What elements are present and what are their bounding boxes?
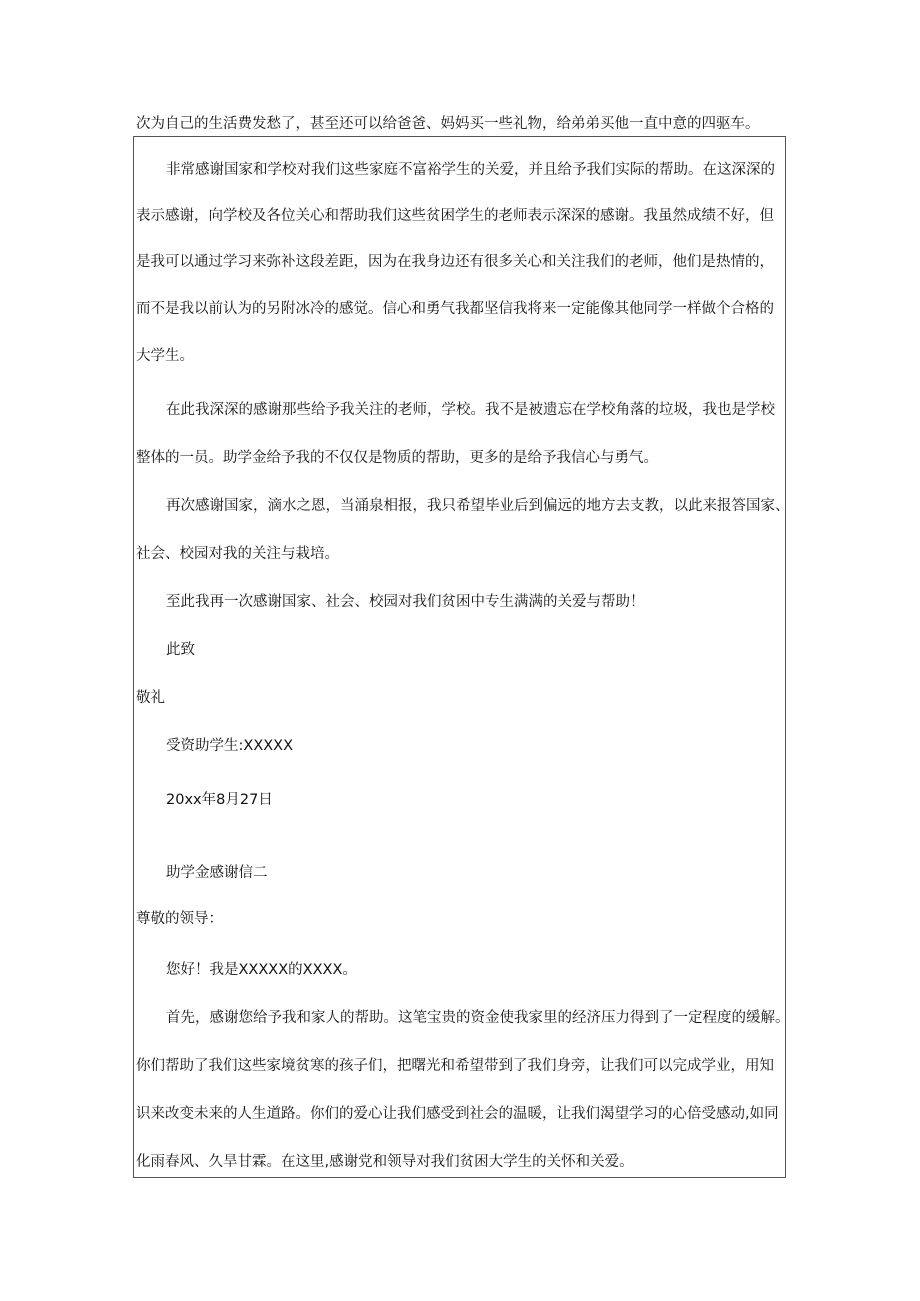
letter2-paragraph1-line: 识来改变未来的人生道路。你们的爱心让我们感受到社会的温暖，让我们渴望学习的心倍受感动,如同 [136, 1106, 779, 1122]
top-line-text: 次为自己的生活费发愁了，甚至还可以给爸爸、妈妈买一些礼物，给弟弟买他一直中意的四驱车。 [136, 116, 760, 132]
letter1-paragraph3-line: 再次感谢国家，滴水之恩，当涌泉相报，我只希望毕业后到偏远的地方去支教，以此来报答国家、 [166, 498, 790, 514]
letter2-title: 助学金感谢信二 [166, 865, 268, 881]
letter1-paragraph3-line: 社会、校园对我的关注与栽培。 [136, 546, 339, 562]
letter-date: 20xx年8月27日 [166, 792, 273, 808]
letter1-paragraph1-line: 大学生。 [136, 348, 194, 364]
letter1-paragraph2-line: 在此我深深的感谢那些给予我关注的老师，学校。我不是被遗忘在学校角落的垃圾，我也是学校 [166, 402, 775, 418]
letter2-paragraph1-line: 你们帮助了我们这些家境贫寒的孩子们，把曙光和希望带到了我们身旁，让我们可以完成学业，用知 [136, 1058, 774, 1074]
letter1-paragraph1-line: 表示感谢，向学校及各位关心和帮助我们这些贫困学生的老师表示深深的感谢。我虽然成绩不好，但 [136, 208, 774, 224]
letter1-paragraph2-line: 整体的一员。助学金给予我的不仅仅是物质的帮助，更多的是给予我信心与勇气。 [136, 450, 658, 466]
letter1-paragraph1-line: 是我可以通过学习来弥补这段差距，因为在我身边还有很多关心和关注我们的老师，他们是热情的， [136, 254, 774, 270]
signature: 受资助学生:XXXXX [166, 738, 294, 754]
letter2-paragraph1-line: 首先，感谢您给予我和家人的帮助。这笔宝贵的资金使我家里的经济压力得到了一定程度的缓解。 [166, 1010, 790, 1026]
letter1-paragraph1-line: 非常感谢国家和学校对我们这些家庭不富裕学生的关爱，并且给予我们实际的帮助。在这深深的 [166, 162, 775, 178]
letter2-salutation: 尊敬的领导： [136, 911, 223, 927]
letter1-paragraph1-line: 而不是我以前认为的另附冰冷的感觉。信心和勇气我都坚信我将来一定能像其他同学一样做个合格的 [136, 301, 774, 317]
letter2-paragraph1-line: 化雨春风、久旱甘霖。在这里,感谢党和领导对我们贫困大学生的关怀和关爱。 [136, 1154, 634, 1170]
letter2-greeting: 您好！我是XXXXX的XXXX。 [166, 962, 357, 978]
closing-ci-zhi: 此致 [166, 642, 195, 658]
letter1-paragraph4: 至此我再一次感谢国家、社会、校园对我们贫困中专生满满的关爱与帮助！ [166, 594, 645, 610]
closing-jing-li: 敬礼 [136, 690, 165, 706]
